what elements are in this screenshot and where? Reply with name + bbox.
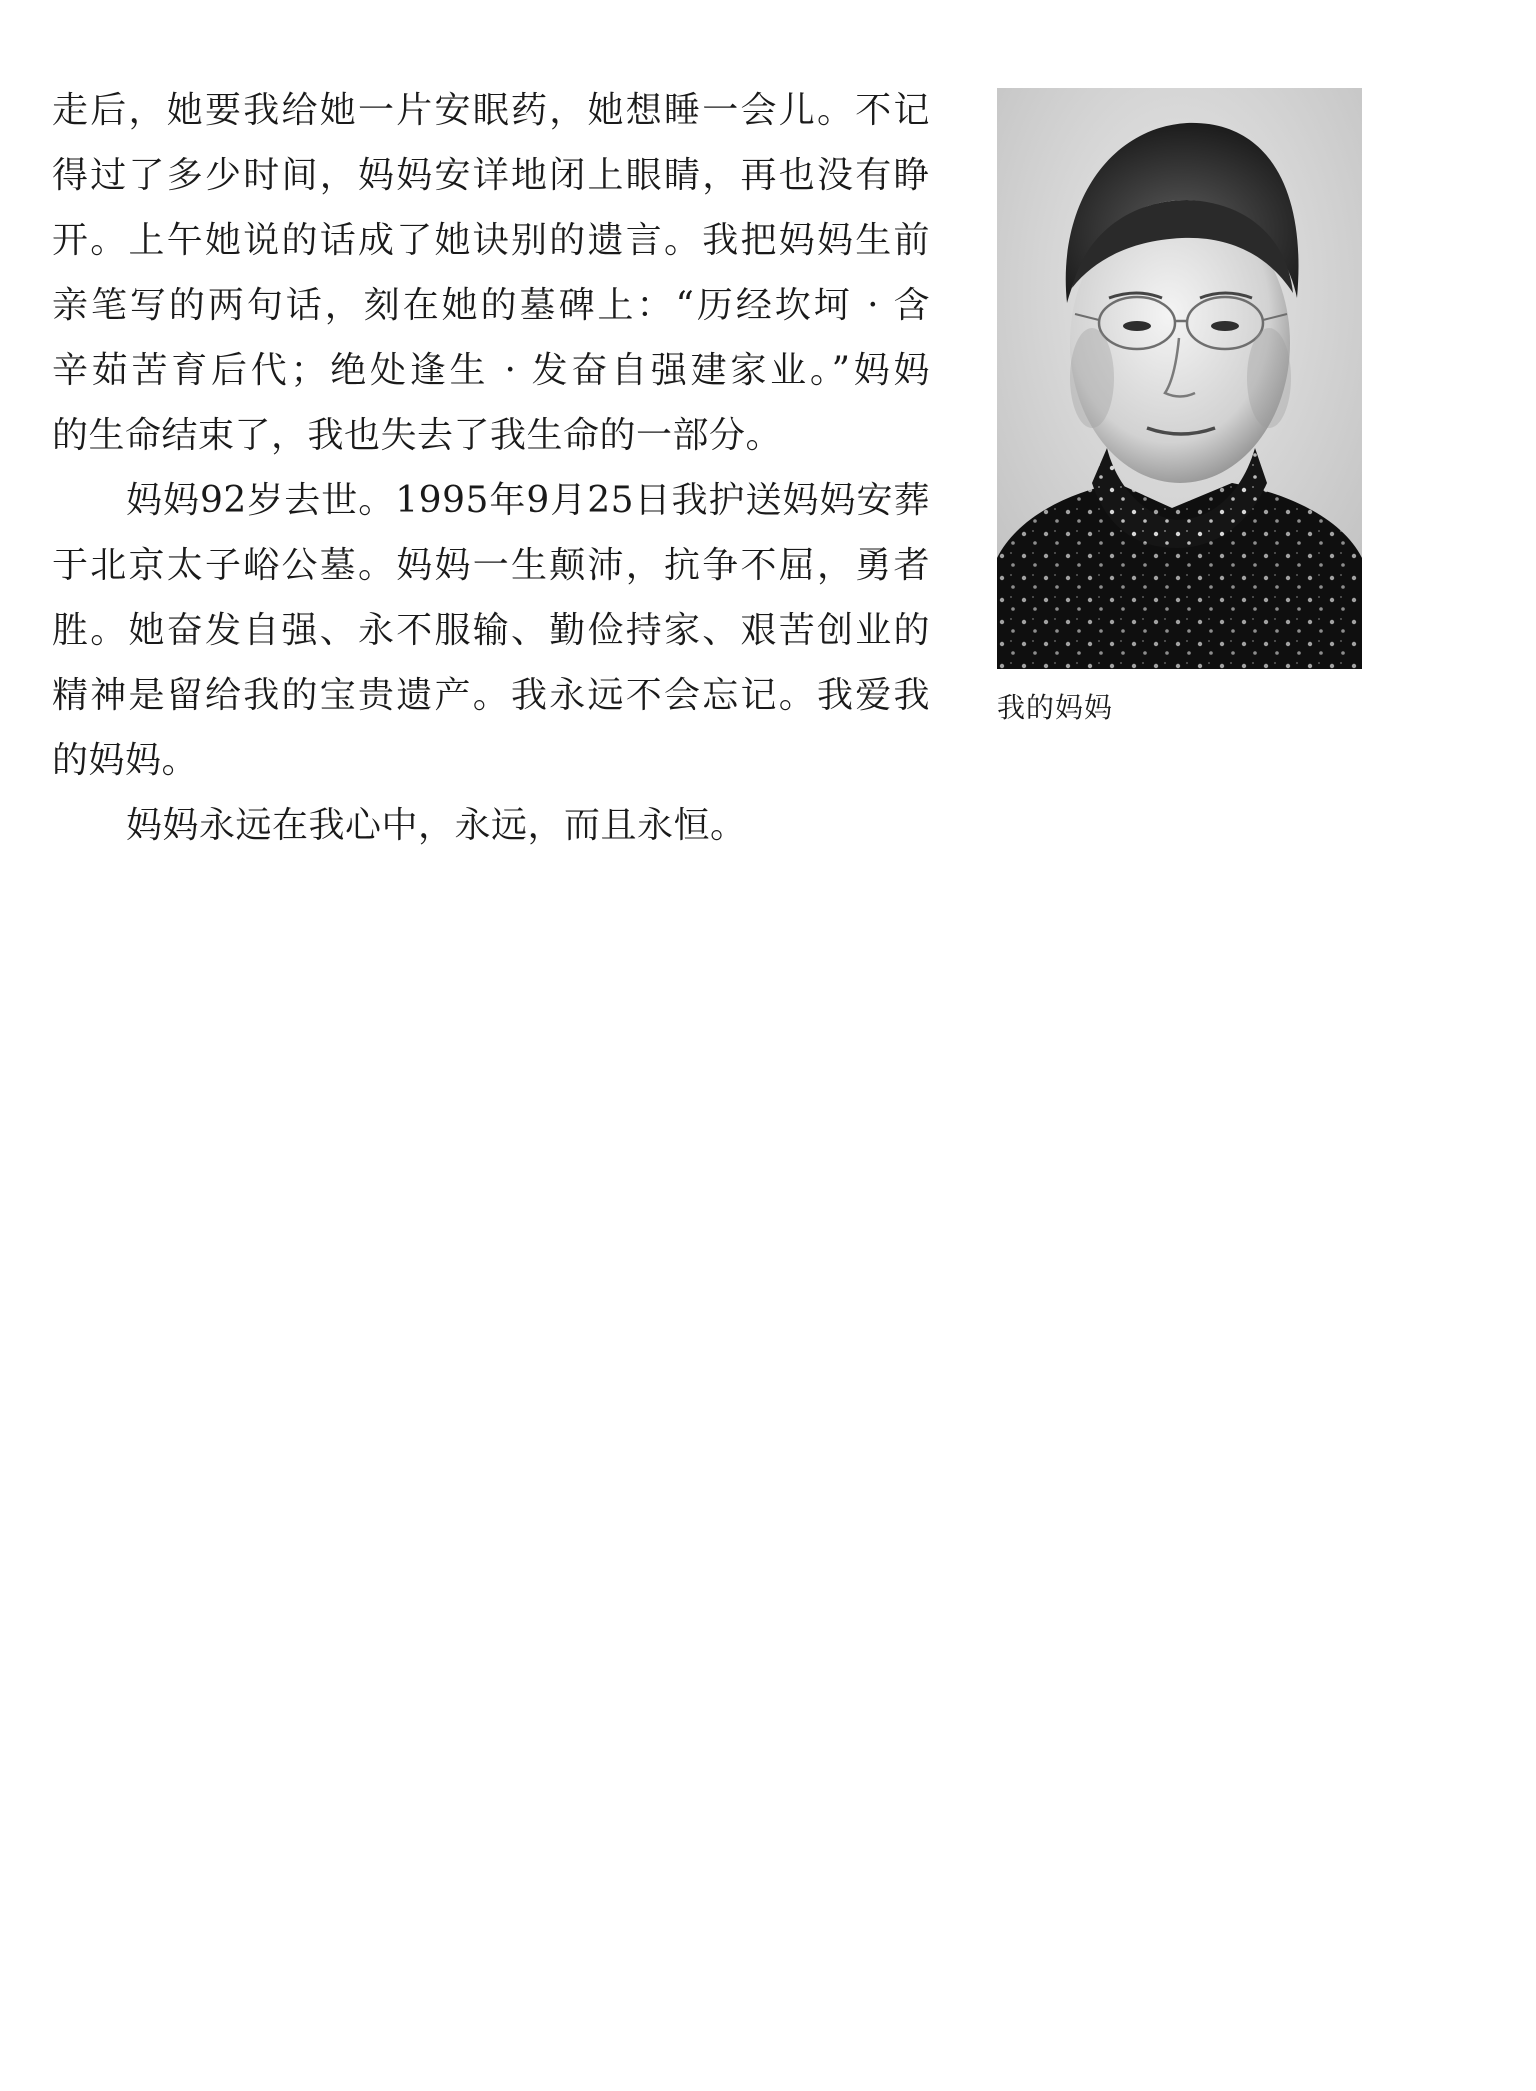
photo-caption: 我的妈妈 xyxy=(997,691,1114,724)
article-body xyxy=(52,78,930,858)
text-line: 得过了多少时间，妈妈安详地闭上眼睛，再也没有睁 xyxy=(52,155,930,196)
photo-figure xyxy=(997,88,1362,725)
text-line: 精神是留给我的宝贵遗产。我永远不会忘记。我爱我 xyxy=(52,675,930,716)
text-line: 胜。她奋发自强、永不服输、勤俭持家、艰苦创业的 xyxy=(52,610,930,651)
text-line: 的妈妈。 xyxy=(52,740,199,781)
paragraph xyxy=(52,78,930,468)
text-line: 妈妈永远在我心中，永远，而且永恒。 xyxy=(126,805,747,846)
paragraph xyxy=(52,468,930,793)
text-line: 于北京太子峪公墓。妈妈一生颠沛，抗争不屈，勇者 xyxy=(52,545,930,586)
text-line: 开。上午她说的话成了她诀别的遗言。我把妈妈生前 xyxy=(52,220,930,261)
text-line: 辛茹苦育后代；绝处逢生 · 发奋自强建家业。”妈妈 xyxy=(52,350,930,391)
paragraph xyxy=(52,793,930,858)
text-line: 走后，她要我给她一片安眠药，她想睡一会儿。不记 xyxy=(52,90,930,131)
text-line: 妈妈92岁去世。1995年9月25日我护送妈妈安葬 xyxy=(126,480,930,521)
text-line: 的生命结束了，我也失去了我生命的一部分。 xyxy=(52,415,783,456)
text-line: 亲笔写的两句话，刻在她的墓碑上：“历经坎坷 · 含 xyxy=(52,285,930,326)
portrait-photo xyxy=(997,88,1362,669)
